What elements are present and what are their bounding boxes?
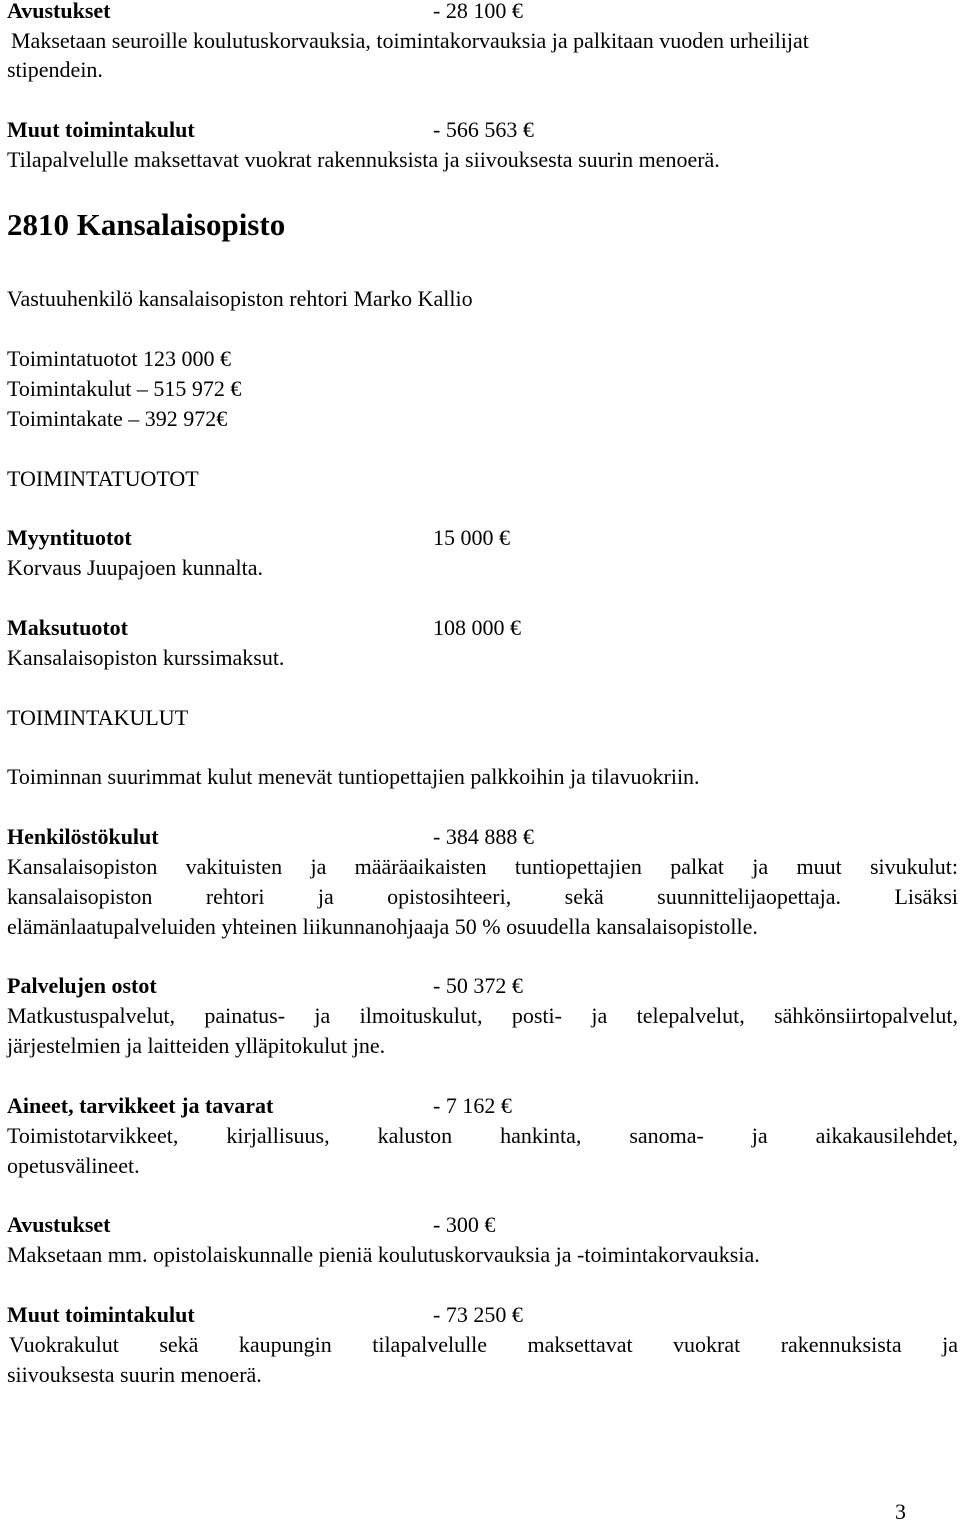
avustukset-label-top: Avustukset	[7, 0, 111, 23]
muut-desc-top: Tilapalvelulle maksettavat vuokrat rakennuksista ja siivouksesta suurin menoerä.	[7, 147, 720, 172]
henkilo-amount: - 384 888 €	[433, 824, 534, 849]
henkilo-desc-1: Kansalaisopiston vakituisten ja määräaikaisten tuntiopettajien palkat ja muut sivukulut:	[7, 854, 958, 879]
muut-label: Muut toimintakulut	[7, 1302, 195, 1327]
palvelu-amount: - 50 372 €	[433, 973, 523, 998]
responsible-person: Vastuuhenkilö kansalaisopiston rehtori Marko Kallio	[7, 286, 473, 311]
avustukset-label: Avustukset	[7, 1212, 111, 1237]
aineet-label: Aineet, tarvikkeet ja tavarat	[7, 1093, 274, 1118]
henkilo-desc-2: kansalaisopiston rehtori ja opistosihteeri, sekä suunnittelijaopettaja. Lisäksi	[7, 884, 958, 909]
summary-line-3: Toimintakate – 392 972€	[7, 406, 228, 431]
palvelu-label: Palvelujen ostot	[7, 973, 157, 998]
maksu-amount: 108 000 €	[433, 615, 521, 640]
aineet-amount: - 7 162 €	[433, 1093, 512, 1118]
summary-line-2: Toimintakulut – 515 972 €	[7, 376, 242, 401]
myynti-desc: Korvaus Juupajoen kunnalta.	[7, 555, 263, 580]
muut-amount: - 73 250 €	[433, 1302, 523, 1327]
maksu-desc: Kansalaisopiston kurssimaksut.	[7, 645, 285, 670]
maksu-label: Maksutuotot	[7, 615, 129, 640]
avustukset-desc-top-2: stipendein.	[7, 57, 103, 82]
muut-label-top: Muut toimintakulut	[7, 117, 195, 142]
henkilo-label: Henkilöstökulut	[7, 824, 159, 849]
summary-line-1: Toimintatuotot 123 000 €	[7, 346, 231, 371]
section-title: 2810 Kansalaisopisto	[7, 207, 286, 242]
muut-desc-2: siivouksesta suurin menoerä.	[7, 1362, 262, 1387]
palvelu-desc-1: Matkustuspalvelut, painatus- ja ilmoituskulut, posti- ja telepalvelut, sähkönsiirtopalvelut,	[7, 1003, 958, 1028]
income-heading: TOIMINTATUOTOT	[7, 466, 199, 491]
aineet-desc-1: Toimistotarvikkeet, kirjallisuus, kaluston hankinta, sanoma- ja aikakausilehdet,	[7, 1123, 958, 1148]
muut-amount-top: - 566 563 €	[433, 117, 534, 142]
avustukset-desc-top-1: Maksetaan seuroille koulutuskorvauksia, toimintakorvauksia ja palkitaan vuoden urheilijat	[11, 28, 809, 53]
avustukset-desc: Maksetaan mm. opistolaiskunnalle pieniä koulutuskorvauksia ja -toimintakorvauksia.	[7, 1242, 760, 1267]
aineet-desc-2: opetusvälineet.	[7, 1153, 140, 1178]
avustukset-amount-top: - 28 100 €	[433, 0, 523, 23]
muut-desc-1: Vuokrakulut sekä kaupungin tilapalvelulle maksettavat vuokrat rakennuksista ja	[9, 1332, 958, 1357]
myynti-amount: 15 000 €	[433, 525, 510, 550]
myynti-label: Myyntituotot	[7, 525, 132, 550]
cost-intro: Toiminnan suurimmat kulut menevät tuntiopettajien palkkoihin ja tilavuokriin.	[7, 764, 700, 789]
page-number: 3	[895, 1499, 906, 1524]
avustukset-amount: - 300 €	[433, 1212, 496, 1237]
palvelu-desc-2: järjestelmien ja laitteiden ylläpitokulut jne.	[7, 1033, 386, 1058]
henkilo-desc-3: elämänlaatupalveluiden yhteinen liikunnanohjaaja 50 % osuudella kansalaisopistolle.	[7, 914, 758, 939]
cost-heading: TOIMINTAKULUT	[7, 705, 189, 730]
